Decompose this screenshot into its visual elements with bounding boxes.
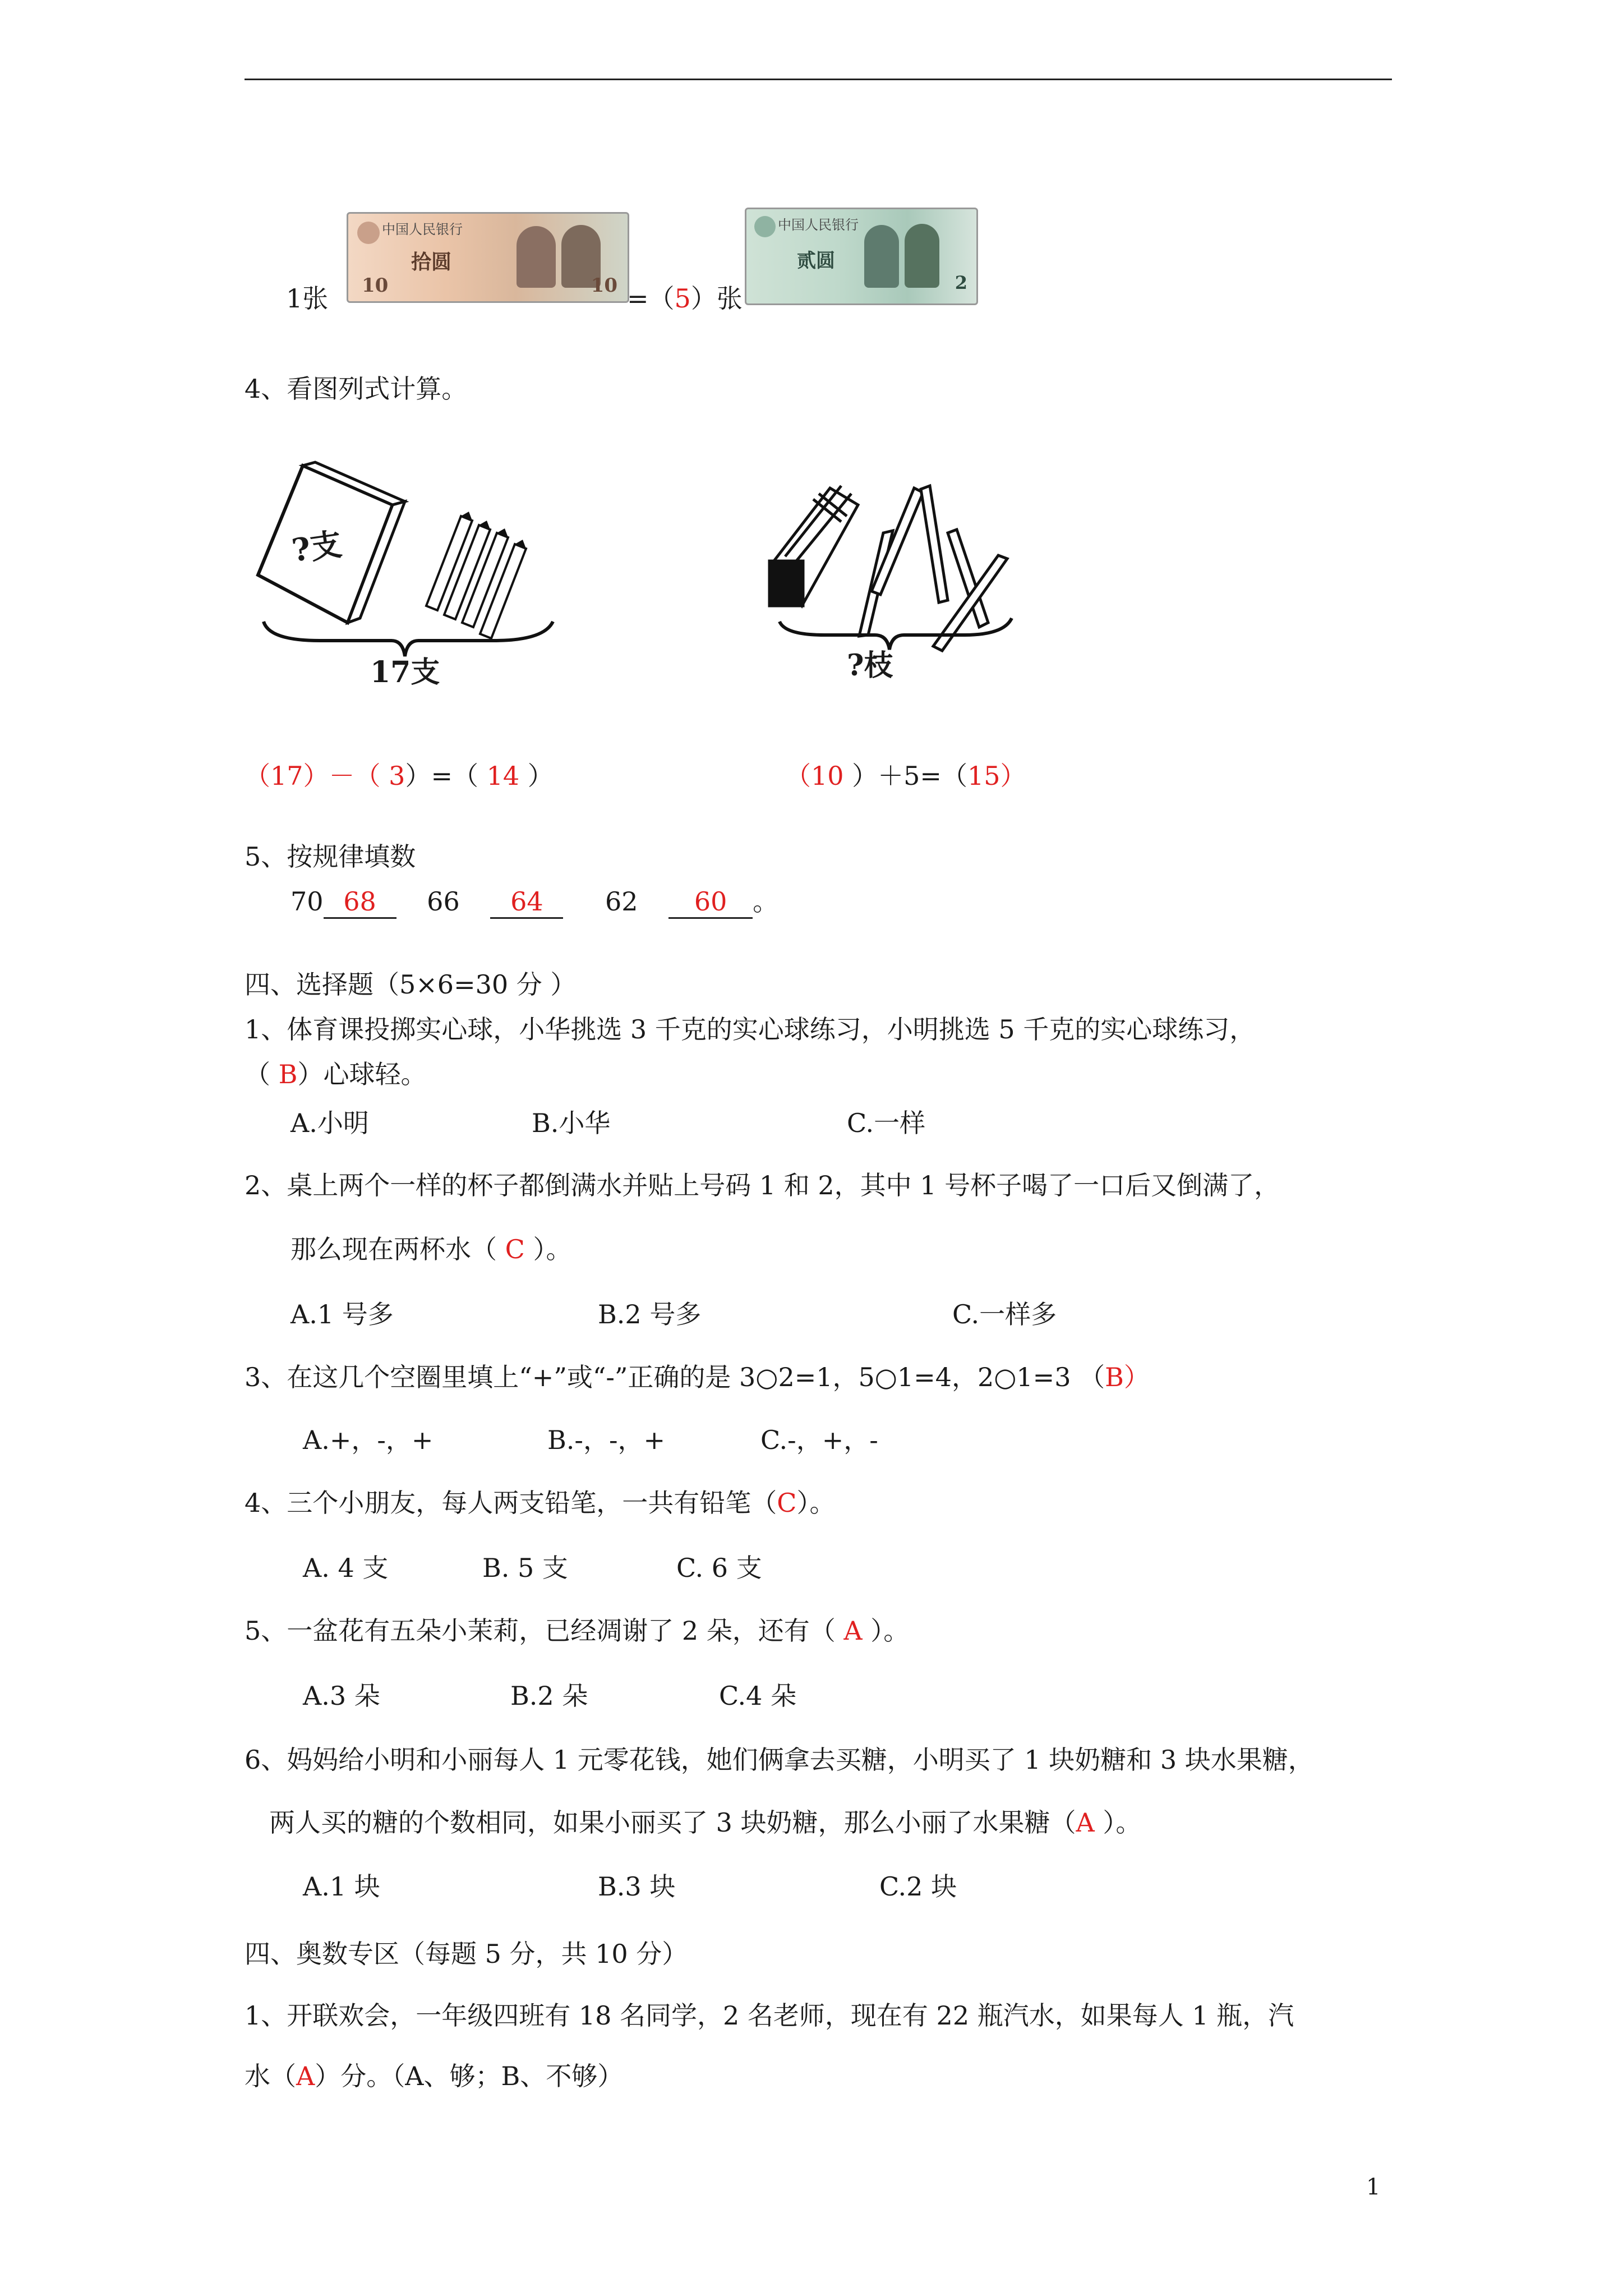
choice-4-line-1 — [245, 1488, 835, 1519]
eq-paren: （ — [245, 761, 270, 791]
header-rule — [245, 79, 1392, 80]
eq1-answer-3: 14 — [486, 761, 520, 791]
brace-label-17: 17支 — [370, 655, 440, 689]
seq-number: 66 — [427, 886, 460, 917]
bill-header: 中国人民银行 — [382, 222, 463, 237]
choice-5-line-1 — [245, 1616, 909, 1646]
choice-1-option-b: B.小华 — [532, 1108, 611, 1138]
bill-number-right: 10 — [591, 274, 617, 297]
choice-4-answer: C — [777, 1488, 797, 1518]
q-text: ） — [1123, 1362, 1150, 1392]
choice-3-line-1 — [245, 1362, 1150, 1393]
q-text: 水（ — [245, 2061, 296, 2091]
seq-answer-1: 68 — [324, 886, 396, 919]
choice-1-option-c: C.一样 — [847, 1108, 926, 1138]
eq2-answer-2: 15 — [967, 761, 1000, 791]
q4-equation-2 — [785, 761, 1026, 792]
portrait-icon — [864, 225, 899, 288]
choice-2-option-a: A.1 号多 — [291, 1299, 394, 1329]
q5-sequence — [291, 886, 778, 919]
olympiad-q1-line-2 — [245, 2061, 623, 2092]
q4-equation-1 — [245, 761, 554, 792]
q-text: ）。 — [1094, 1807, 1142, 1838]
choice-2-line-2 — [291, 1234, 571, 1265]
choice-6-option-b: B.3 块 — [598, 1871, 676, 1902]
choice-3-option-c: C.-，+，- — [760, 1425, 878, 1455]
bill-number-left: 10 — [362, 274, 389, 297]
portrait-icon — [517, 226, 556, 288]
money-answer: 5 — [674, 283, 691, 314]
choice-5-option-b: B.2 朵 — [510, 1681, 588, 1711]
two-yuan-banknote — [745, 208, 978, 305]
q-text: ）。 — [796, 1488, 836, 1518]
eq-paren: （ — [785, 761, 811, 791]
choice-section-title: 四、选择题（5×6=30 分 ） — [245, 969, 577, 1000]
choice-2-option-c: C.一样多 — [952, 1299, 1057, 1329]
choice-5-option-a: A.3 朵 — [303, 1681, 380, 1711]
equals-open: =（ — [627, 283, 675, 314]
eq1-answer-1: 17 — [270, 761, 303, 791]
choice-6-line-1: 6、妈妈给小明和小丽每人 1 元零花钱，她们俩拿去买糖，小明买了 1 块奶糖和 3 块水果糖， — [245, 1745, 1314, 1775]
q-text: ）心球轻。 — [297, 1059, 427, 1089]
q-text: 3、在这几个空圈里填上“+”或“-”正确的是 3○2=1，5○1=4，2○1=3 （ — [245, 1362, 1105, 1392]
olympiad-section-title: 四、奥数专区（每题 5 分，共 10 分） — [245, 1939, 688, 1969]
emblem-icon — [754, 216, 776, 237]
q-text: 5、一盆花有五朵小茉莉，已经凋谢了 2 朵，还有（ — [245, 1616, 844, 1646]
choice-2-option-b: B.2 号多 — [598, 1299, 702, 1329]
emblem-icon — [357, 222, 380, 244]
pencil-box-figure — [252, 460, 566, 696]
page-number: 1 — [1366, 2174, 1381, 2200]
sticks-drawing — [763, 471, 1026, 696]
q-text: 两人买的糖的个数相同，如果小丽买了 3 块奶糖，那么小丽了水果糖（ — [269, 1807, 1076, 1838]
choice-3-option-a: A.+，-，+ — [303, 1425, 434, 1455]
ten-yuan-banknote — [347, 212, 629, 303]
choice-1-answer: B — [278, 1059, 298, 1089]
seq-end: 。 — [753, 886, 779, 917]
money-equation — [627, 283, 743, 314]
bill-header: 中国人民银行 — [778, 217, 859, 233]
q-text: 那么现在两杯水（ — [291, 1234, 505, 1264]
q-text: ）分。（A、够；B、不够） — [315, 2061, 624, 2091]
q4-title: 4、看图列式计算。 — [245, 374, 468, 404]
choice-6-option-a: A.1 块 — [303, 1871, 380, 1902]
money-left-text: 1张 — [286, 283, 329, 314]
q-text: ）。 — [862, 1616, 910, 1646]
q-text: ）。 — [524, 1234, 572, 1264]
choice-4-option-b: B. 5 支 — [482, 1553, 568, 1583]
choice-1-line-2 — [245, 1059, 426, 1090]
seq-answer-2: 64 — [490, 886, 563, 919]
box-label: ?支 — [289, 526, 344, 569]
olympiad-q1-line-1: 1、开联欢会，一年级四班有 18 名同学，2 名老师，现在有 22 瓶汽水，如果每人 1 瓶，汽 — [245, 2000, 1294, 2031]
bill-denomination-text: 贰圆 — [797, 250, 835, 272]
seq-answer-3: 60 — [668, 886, 753, 919]
q-text: 4、三个小朋友，每人两支铅笔，一共有铅笔（ — [245, 1488, 777, 1518]
q-text: （ — [245, 1059, 279, 1089]
eq-paren: ）=（ — [405, 761, 487, 791]
bill-number-right: 2 — [955, 272, 967, 293]
seq-number: 70 — [291, 886, 324, 917]
sticks-figure — [763, 471, 1026, 696]
eq-paren: ） — [1000, 761, 1026, 791]
choice-1-line-1: 1、体育课投掷实心球，小华挑选 3 千克的实心球练习，小明挑选 5 千克的实心球练习， — [245, 1014, 1256, 1045]
choice-3-answer: B — [1105, 1362, 1124, 1392]
eq-paren: ） — [519, 761, 554, 791]
choice-6-option-c: C.2 块 — [879, 1871, 957, 1902]
choice-6-line-2 — [269, 1807, 1141, 1838]
choice-5-answer: A — [843, 1616, 863, 1646]
brace-label-unknown: ?枝 — [847, 648, 893, 683]
eq1-answer-2: 3 — [389, 761, 405, 791]
portrait-icon — [905, 224, 939, 288]
bill-denomination-text: 拾圆 — [411, 250, 452, 274]
money-close: ）张 — [690, 283, 743, 314]
choice-5-option-c: C.4 朵 — [719, 1681, 797, 1711]
seq-number: 62 — [605, 886, 638, 917]
q5-title: 5、按规律填数 — [245, 841, 416, 872]
olympiad-q1-answer: A — [296, 2061, 315, 2091]
choice-4-option-a: A. 4 支 — [303, 1553, 389, 1583]
choice-2-answer: C — [505, 1234, 525, 1264]
choice-1-option-a: A.小明 — [291, 1108, 369, 1138]
choice-6-answer: A — [1076, 1807, 1095, 1838]
eq-paren: ）－（ — [303, 761, 389, 791]
choice-2-line-1: 2、桌上两个一样的杯子都倒满水并贴上号码 1 和 2，其中 1 号杯子喝了一口后又倒满了， — [245, 1170, 1280, 1200]
choice-4-option-c: C. 6 支 — [676, 1553, 762, 1583]
eq2-answer-1: 10 — [811, 761, 844, 791]
eq-text: ）＋5=（ — [843, 761, 967, 791]
choice-3-option-b: B.-，-，+ — [547, 1425, 666, 1455]
